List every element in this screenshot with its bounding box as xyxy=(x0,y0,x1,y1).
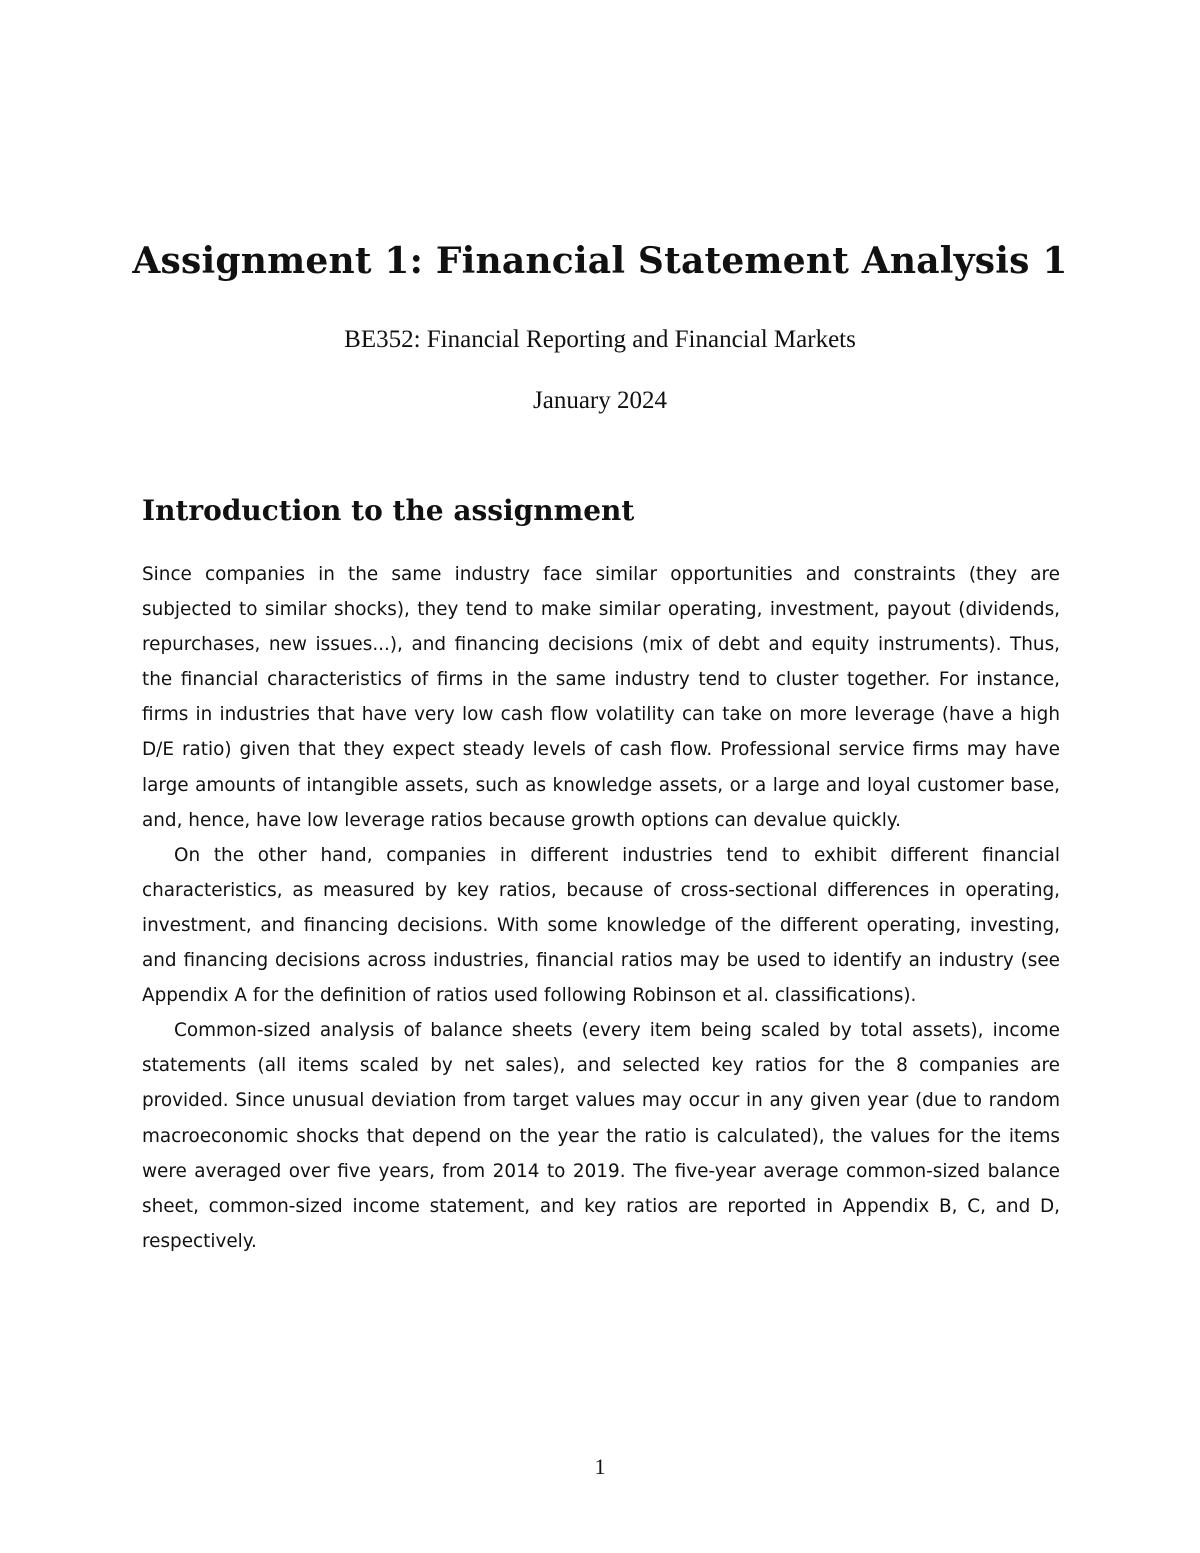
paragraph-2: On the other hand, companies in different industries tend to exhibit different financial characteristics, as measured by key ratios, because of cross-sectional differences in operating, investment, and financing decisions. With some knowledge of the different operating, investing, and financing decisions across industries, financial ratios may be used to identify an industry (see Appendix A for the definition of ratios used following Robinson et al. classifications). xyxy=(142,844,1060,1007)
document-title: Assignment 1: Financial Statement Analysis 1 xyxy=(132,240,1068,282)
course-subtitle: BE352: Financial Reporting and Financial Markets xyxy=(344,326,856,353)
paragraph-1: Since companies in the same industry face similar opportunities and constraints (they are subjected to similar shocks), they tend to make similar operating, investment, payout (dividends, repurchases, new issues...), and financing decisions (mix of debt and equity instruments). Thus, the financial characteristics of firms in the same industry tend to cluster together. For instance, firms in industries that have very low cash flow volatility can take on more leverage (have a high D/E ratio) given that they expect steady levels of cash flow. Professional service firms may have large amounts of intangible assets, such as knowledge assets, or a large and loyal customer base, and, hence, have low leverage ratios because growth options can devalue quickly. xyxy=(142,564,1060,831)
document-date: January 2024 xyxy=(533,387,667,414)
section-heading: Introduction to the assignment xyxy=(142,494,635,527)
section-body xyxy=(142,557,1060,1259)
page-number: 1 xyxy=(594,1454,606,1479)
paragraph-3: Common-sized analysis of balance sheets (every item being scaled by total assets), income statements (all items scaled by net sales), and selected key ratios for the 8 companies are provided. Since unusual deviation from target values may occur in any given year (due to random macroeconomic shocks that depend on the year the ratio is calculated), the values for the items were averaged over five years, from 2014 to 2019. The five-year average common-sized balance sheet, common-sized income statement, and key ratios are reported in Appendix B, C, and D, respectively. xyxy=(142,1020,1060,1252)
